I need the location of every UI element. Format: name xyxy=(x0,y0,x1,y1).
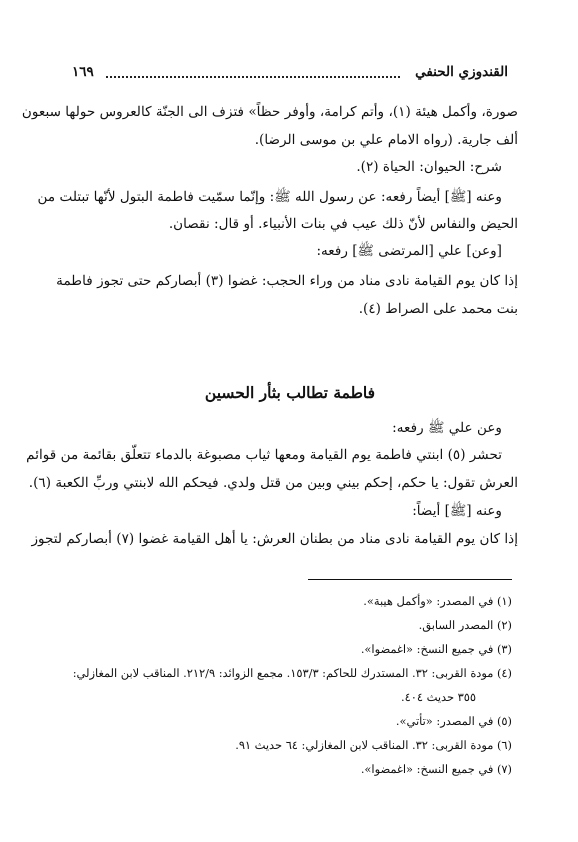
body-line: وعنه [ﷺ] أيضاً رفعه: عن رسول الله ﷺ: وإنّما سمّيت فاطمة البتول لأنّها تبتلت من xyxy=(37,189,502,205)
body-line: إذا كان يوم القيامة نادى مناد من بطنان العرش: يا أهل القيامة غضوا (٧) أبصاركم لتجوز xyxy=(31,531,518,547)
page-number: ١٦٩ xyxy=(72,64,94,80)
footnote: (٢) المصدر السابق. xyxy=(418,618,512,632)
footnote: (٥) في المصدر: «تأتي». xyxy=(395,714,512,728)
body-line: ألف جارية. (رواه الامام علي بن موسى الرضا). xyxy=(254,132,518,148)
footnote: (٣) في جميع النسخ: «اغمضوا». xyxy=(360,642,512,656)
footnote-separator xyxy=(308,579,512,580)
body-line: وعن علي ﷺ رفعه: xyxy=(392,420,502,436)
body-line: صورة، وأكمل هيئة (١)، وأتم كرامة، وأوفر حظاً» فتزف الى الجنّة كالعروس حولها سبعون xyxy=(21,104,518,120)
body-line: الحيض والنفاس لأنّ ذلك عيب في بنات الأنبياء. أو قال: نقصان. xyxy=(168,216,518,232)
body-line: إذا كان يوم القيامة نادى مناد من وراء الحجب: غضوا (٣) أبصاركم حتى تجوز فاطمة xyxy=(56,273,518,289)
body-line: وعنه [ﷺ] أيضاً: xyxy=(412,503,502,519)
footnote: (١) في المصدر: «وأكمل هيبة». xyxy=(363,594,512,608)
section-title: فاطمة تطالب بثأر الحسين xyxy=(204,383,376,402)
body-line: بنت محمد على الصراط (٤). xyxy=(358,301,518,317)
header-leader-dots xyxy=(106,64,400,78)
header-author: القندوزي الحنفي xyxy=(415,64,508,80)
footnote-continuation: ٣٥٥ حديث ٤٠٤. xyxy=(401,690,476,704)
body-line: [وعن] علي [المرتضى ﷺ] رفعه: xyxy=(316,243,502,259)
footnote: (٧) في جميع النسخ: «اغمضوا». xyxy=(360,762,512,776)
running-header xyxy=(72,62,508,82)
body-line: شرح: الحيوان: الحياة (٢). xyxy=(356,159,502,175)
body-line: العرش تقول: يا حكم، إحكم بيني وبين من قتل ولدي. فيحكم الله لابنتي وربِّ الكعبة (٦). xyxy=(28,475,518,491)
footnote: (٦) مودة القربى: ٣٢. المناقب لابن المغازلي: ٦٤ حديث ٩١. xyxy=(235,738,512,752)
body-line: تحشر (٥) ابنتي فاطمة يوم القيامة ومعها ثياب مصبوغة بالدماء تتعلّق بقائمة من قوائم xyxy=(26,447,502,463)
footnote: (٤) مودة القربى: ٣٢. المستدرك للحاكم: ١٥٣/٣. مجمع الزوائد: ٢١٢/٩. المناقب لابن المغازلي: xyxy=(72,666,512,680)
